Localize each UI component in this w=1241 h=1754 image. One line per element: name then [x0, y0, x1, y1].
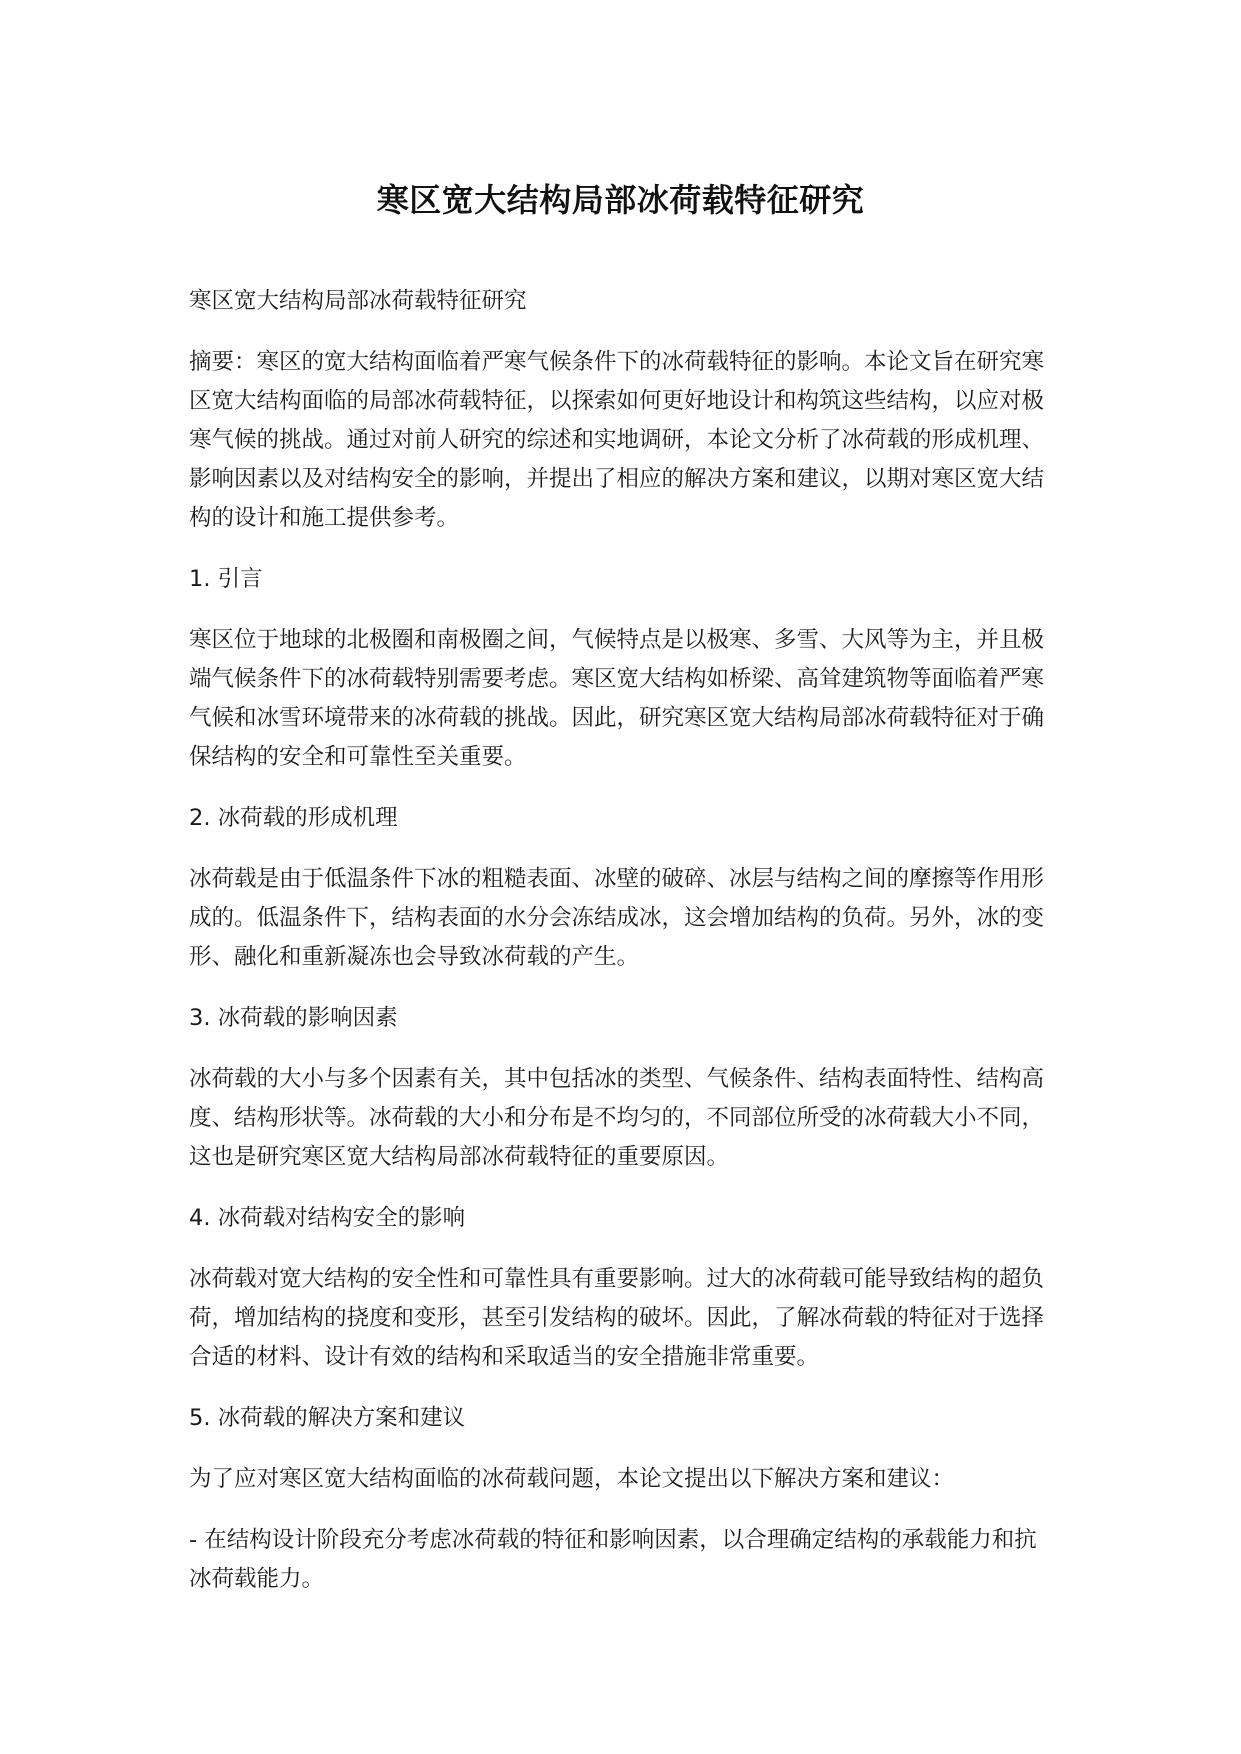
document-body	[189, 282, 1059, 1621]
list-item: - 在结构设计阶段充分考虑冰荷载的特征和影响因素，以合理确定结构的承载能力和抗冰荷载能力。	[189, 1527, 1037, 1592]
section-body-solutions: 为了应对寒区宽大结构面临的冰荷载问题，本论文提出以下解决方案和建议：	[189, 1466, 955, 1492]
section-heading-introduction: 1. 引言	[189, 566, 263, 592]
section-body-introduction: 寒区位于地球的北极圈和南极圈之间，气候特点是以极寒、多雪、大风等为主，并且极端气候条件下的冰荷载特别需要考虑。寒区宽大结构如桥梁、高耸建筑物等面临着严寒气候和冰雪环境带来的冰荷载的挑战。因此，研究寒区宽大结构局部冰荷载特征对于确保结构的安全和可靠性至关重要。	[189, 627, 1045, 770]
section-heading-formation: 2. 冰荷载的形成机理	[189, 805, 398, 831]
abstract-paragraph: 摘要：寒区的宽大结构面临着严寒气候条件下的冰荷载特征的影响。本论文旨在研究寒区宽大结构面临的局部冰荷载特征，以探索如何更好地设计和构筑这些结构，以应对极寒气候的挑战。通过对前人研究的综述和实地调研，本论文分析了冰荷载的形成机理、影响因素以及对结构安全的影响，并提出了相应的解决方案和建议，以期对寒区宽大结构的设计和施工提供参考。	[189, 349, 1045, 531]
section-heading-factors: 3. 冰荷载的影响因素	[189, 1005, 398, 1031]
section-body-factors: 冰荷载的大小与多个因素有关，其中包括冰的类型、气候条件、结构表面特性、结构高度、结构形状等。冰荷载的大小和分布是不均匀的，不同部位所受的冰荷载大小不同，这也是研究寒区宽大结构局部冰荷载特征的重要原因。	[189, 1066, 1045, 1170]
section-heading-safety: 4. 冰荷载对结构安全的影响	[189, 1205, 466, 1231]
section-body-safety: 冰荷载对宽大结构的安全性和可靠性具有重要影响。过大的冰荷载可能导致结构的超负荷，增加结构的挠度和变形，甚至引发结构的破坏。因此，了解冰荷载的特征对于选择合适的材料、设计有效的结构和采取适当的安全措施非常重要。	[189, 1266, 1045, 1370]
subtitle-line: 寒区宽大结构局部冰荷载特征研究	[189, 288, 527, 314]
section-heading-solutions: 5. 冰荷载的解决方案和建议	[189, 1405, 466, 1431]
document-title: 寒区宽大结构局部冰荷载特征研究	[376, 181, 865, 219]
section-body-formation: 冰荷载是由于低温条件下冰的粗糙表面、冰壁的破碎、冰层与结构之间的摩擦等作用形成的。低温条件下，结构表面的水分会冻结成冰，这会增加结构的负荷。另外，冰的变形、融化和重新凝冻也会导致冰荷载的产生。	[189, 866, 1045, 970]
